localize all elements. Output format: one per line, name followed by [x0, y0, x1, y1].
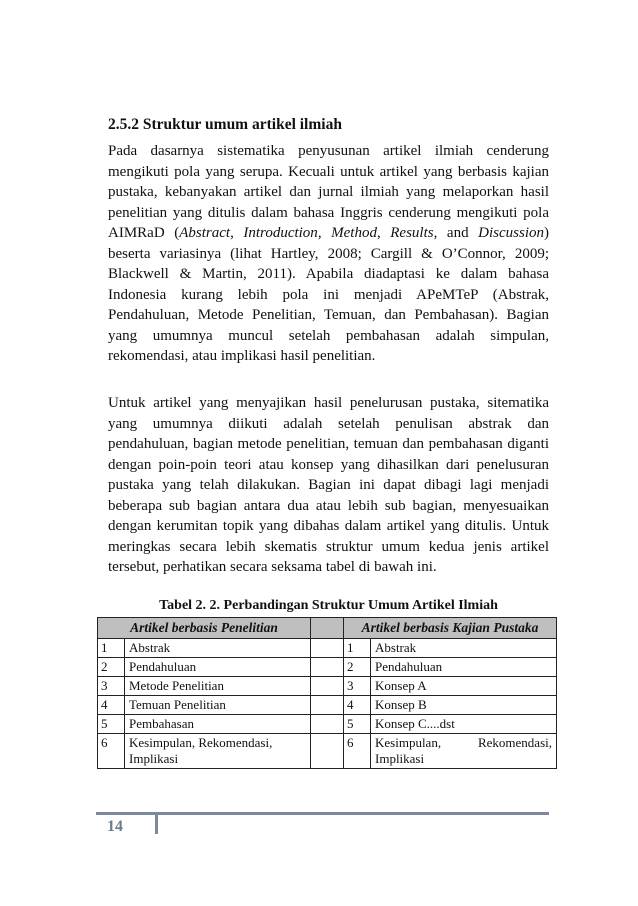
term-introduction: Introduction: [243, 225, 318, 241]
table-caption: Tabel 2. 2. Perbandingan Struktur Umum Artikel Ilmiah: [159, 598, 498, 613]
para1-sep: ,: [230, 225, 244, 241]
right-row-text: Konsep B: [371, 696, 557, 715]
left-row-number: 5: [98, 715, 125, 734]
term-method: Method: [331, 225, 377, 241]
left-row-text: Metode Penelitian: [125, 677, 311, 696]
para1-sep: ,: [376, 225, 391, 241]
table-body: [98, 639, 557, 769]
left-row-number: 1: [98, 639, 125, 658]
para1-sep: ,: [317, 225, 332, 241]
table-row: [98, 696, 557, 715]
table-row: [98, 677, 557, 696]
table-row: [98, 639, 557, 658]
row-gap: [311, 658, 344, 677]
left-row-text: Temuan Penelitian: [125, 696, 311, 715]
table-row: [98, 658, 557, 677]
right-row-text: Kesimpulan, Rekomendasi, Implikasi: [371, 734, 557, 769]
right-column-header: Artikel berbasis Kajian Pustaka: [344, 618, 557, 639]
para1-rest: ) beserta variasinya (lihat Hartley, 2008; Cargill & O’Connor, 2009; Blackwell & Martin, 2011). Apabila diadaptasi ke dalam bahasa Indonesia kurang lebih pola ini menjadi APeMTeP (Abstrak, Pendahuluan, Metode Penelitian, Temuan, dan Pembahasan). Bagian yang umumnya muncul setelah pembahasan adalah simpulan, rekomendasi, atau implikasi hasil penelitian.: [108, 225, 549, 364]
footer-divider: [155, 812, 158, 834]
right-row-text: Pendahuluan: [371, 658, 557, 677]
right-row-number: 1: [344, 639, 371, 658]
right-row-text: Konsep C....dst: [371, 715, 557, 734]
para1-intro: Pada dasarnya sistematika penyusunan artikel ilmiah cenderung mengikuti pola yang serupa. Kecuali untuk artikel yang berbasis kajian pustaka, kebanyakan artikel dan jurnal ilmiah yang melaporkan hasil penelitian yang ditulis dalam bahasa Inggris cenderung mengikuti pola AIMRaD (: [108, 143, 549, 241]
right-row-number: 6: [344, 734, 371, 769]
left-row-text: Pendahuluan: [125, 658, 311, 677]
left-row-number: 2: [98, 658, 125, 677]
right-row-text: Abstrak: [371, 639, 557, 658]
row-gap: [311, 715, 344, 734]
table-row: [98, 734, 557, 769]
left-row-text: Abstrak: [125, 639, 311, 658]
left-row-text: Pembahasan: [125, 715, 311, 734]
page-number: 14: [107, 818, 123, 835]
comparison-table: [97, 617, 557, 769]
row-gap: [311, 639, 344, 658]
left-row-number: 4: [98, 696, 125, 715]
header-gap: [311, 618, 344, 639]
right-row-number: 4: [344, 696, 371, 715]
paragraph-literature-review: Untuk artikel yang menyajikan hasil penelurusan pustaka, sitematika yang umumnya diikuti adalah setelah penulisan abstrak dan pendahuluan, bagian metode penelitian, temuan dan pembahasan diganti dengan poin-poin teori atau konsep yang dihasilkan dari penelusuran pustaka yang telah dilakukan. Bagian ini dapat dibagi lagi menjadi beberapa sub bagian antara dua atau lebih sub bagian, menyesuaikan dengan kerumitan topik yang dibahas dalam artikel yang ditulis. Untuk meringkas secara lebih skematis struktur umum kedua jenis artikel tersebut, perhatikan secara seksama tabel di bawah ini.: [108, 395, 549, 575]
left-column-header: Artikel berbasis Penelitian: [98, 618, 311, 639]
right-row-number: 2: [344, 658, 371, 677]
para1-sep: , and: [433, 225, 479, 241]
table-header-row: [98, 618, 557, 639]
left-row-text: Kesimpulan, Rekomendasi, Implikasi: [125, 734, 311, 769]
left-row-number: 3: [98, 677, 125, 696]
term-abstract: Abstract: [179, 225, 231, 241]
section-heading: 2.5.2 Struktur umum artikel ilmiah: [108, 116, 342, 133]
right-row-text: Konsep A: [371, 677, 557, 696]
term-discussion: Discussion: [478, 225, 544, 241]
left-row-number: 6: [98, 734, 125, 769]
right-row-number: 3: [344, 677, 371, 696]
row-gap: [311, 677, 344, 696]
paragraph-aimrad: [108, 141, 549, 367]
table-row: [98, 715, 557, 734]
term-results: Results: [390, 225, 434, 241]
right-row-number: 5: [344, 715, 371, 734]
row-gap: [311, 734, 344, 769]
footer-rule: [96, 812, 549, 815]
row-gap: [311, 696, 344, 715]
